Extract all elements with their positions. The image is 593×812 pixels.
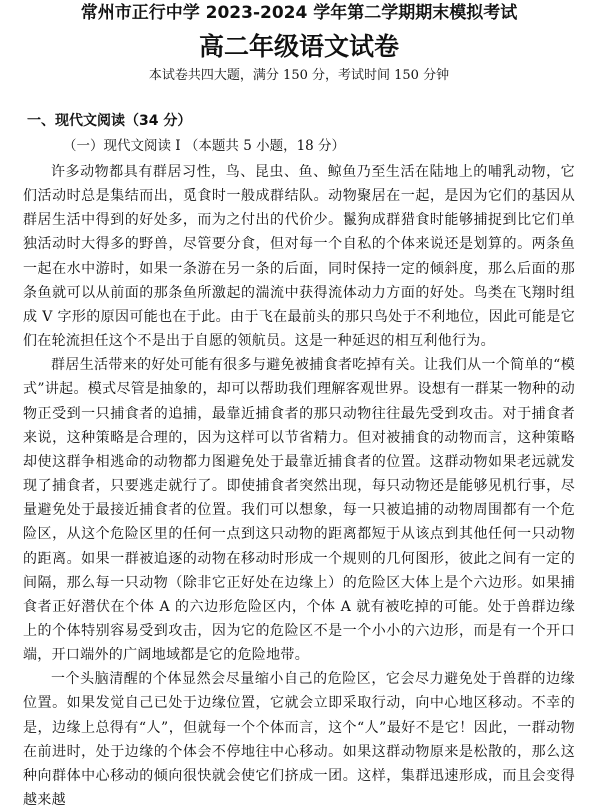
passage-paragraph-3: 一个头脑清醒的个体显然会尽量缩小自己的危险区，它会尽力避免处于兽群的边缘位置。如果发觉自己已处于边缘位置，它就会立即采取行动，向中心地区移动。不幸的是，边缘上总得有“人”，但就每一个个体而言，这个“人”最好不是它！因此，一群动物在前进时，处于边缘的个体会不停地往中心移动。如果这群动物原来是松散的，那么这种向群体中心移动的倾向很快就会使它们挤成一团。这样，集群迅速形成，而且会变得越来越 (23, 671, 575, 809)
subsection-heading: （一）现代文阅读 I （本题共 5 小题，18 分） (63, 138, 346, 154)
school-exam-title: 常州市正行中学 2023-2024 学年第二学期期末模拟考试 (80, 3, 518, 23)
paper-title: 高二年级语文试卷 (198, 32, 399, 61)
passage-paragraph-2: 群居生活带来的好处可能有很多与避免被捕食者吃掉有关。让我们从一个简单的“模式”讲起。模式尽管是抽象的，却可以帮助我们理解客观世界。设想有一群某一物种的动物正受到一只捕食者的追捕，最靠近捕食者的那只动物往往最先受到攻击。对于捕食者来说，这种策略是合理的，因为这样可以节省精力。但对被捕食的动物而言，这种策略却使这群争相逃命的动物都力图避免处于最靠近捕食者的位置。这群动物如果老远就发现了捕食者，只要逃走就行了。即使捕食者突然出现，每只动物还是能够见机行事，尽量避免处于最接近捕食者的位置。我们可以想象，每一只被追捕的动物周围都有一个危险区，从这个危险区里的任何一点到这只动物的距离都短于从该点到其他任何一只动物的距离。如果一群被追逐的动物在移动时形成一个规则的几何图形，彼此之间有一定的间隔，那么每一只动物（除非它正好处在边缘上）的危险区大体上是个六边形。如果捕食者正好潜伏在个体 A 的六边形危险区内，个体 A 就有被吃掉的可能。处于兽群边缘上的个体特别容易受到攻击，因为它的危险区不是一个小小的六边形，而是有一个开口端，开口端外的广阔地域都是它的危险地带。 (23, 357, 575, 664)
exam-info: 本试卷共四大题，满分 150 分，考试时间 150 分钟 (148, 68, 450, 83)
section-heading: 一、现代文阅读（34 分） (27, 113, 192, 129)
reading-passage (23, 160, 575, 812)
passage-paragraph-1: 许多动物都具有群居习性，鸟、昆虫、鱼、鲸鱼乃至生活在陆地上的哺乳动物，它们活动时总是集结而出，觅食时一般成群结队。动物聚居在一起，是因为它们的基因从群居生活中得到的好处多，而为之付出的代价少。鬣狗成群猎食时能够捕捉到比它们单独活动时大得多的野兽，尽管要分食，但对每一个自私的个体来说还是划算的。两条鱼一起在水中游时，如果一条游在另一条的后面，同时保持一定的倾斜度，那么后面的那条鱼就可以从前面的那条鱼所激起的湍流中获得流体动力方面的好处。鸟类在飞翔时组成 V 字形的原因可能也在于此。由于飞在最前头的那只鸟处于不利地位，因此可能是它们在轮流担任这个不是出于自愿的领航员。这是一种延迟的相互利他行为。 (23, 164, 575, 350)
